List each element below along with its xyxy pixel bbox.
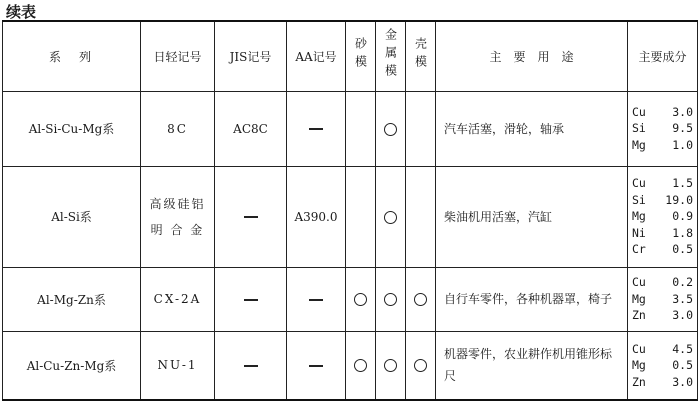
composition-line [632, 175, 693, 192]
circle-mark-icon [354, 293, 367, 306]
cell-metal-mold [376, 166, 406, 267]
cell-composition [628, 91, 698, 166]
header-row [3, 21, 698, 91]
cell-aa-code [287, 267, 346, 331]
element-percent: 3.0 [672, 374, 693, 389]
element-symbol: Si [632, 121, 646, 136]
element-percent: 0.5 [672, 242, 693, 257]
cell-jis-code [215, 331, 287, 400]
header-series: 系 列 [3, 21, 141, 91]
element-percent: 19.0 [665, 192, 693, 207]
dash-mark [309, 365, 323, 367]
header-shell-mold: 壳模 [406, 21, 436, 91]
table-row [3, 331, 698, 400]
composition-line [632, 341, 693, 358]
composition-line [632, 357, 693, 374]
element-percent: 1.0 [672, 137, 693, 152]
cell-shell-mold [406, 331, 436, 400]
circle-mark-icon [414, 359, 427, 372]
element-percent: 0.2 [672, 275, 693, 290]
alloy-table [2, 20, 698, 401]
cell-jis-code: AC8C [215, 91, 287, 166]
cell-series: Al-Cu-Zn-Mg系 [3, 331, 141, 400]
cell-series: Al-Mg-Zn系 [3, 267, 141, 331]
cell-main-use: 机器零件，农业耕作机用锥形标尺 [436, 331, 628, 400]
table-caption: 续表 [6, 3, 37, 21]
header-jp-code: 日轻记号 [141, 21, 215, 91]
cell-metal-mold [376, 267, 406, 331]
element-symbol: Cu [632, 104, 646, 119]
element-symbol: Mg [632, 137, 646, 152]
cell-shell-mold [406, 91, 436, 166]
composition-line [632, 274, 693, 291]
composition-line [632, 104, 693, 121]
element-symbol: Si [632, 192, 646, 207]
cell-jp-code: CX-2A [141, 267, 215, 331]
header-main-use: 主 要 用 途 [436, 21, 628, 91]
element-symbol: Cr [632, 242, 646, 257]
element-symbol: Cu [632, 176, 646, 191]
cell-sand-mold [346, 331, 376, 400]
cell-series: Al-Si-Cu-Mg系 [3, 91, 141, 166]
element-symbol: Zn [632, 308, 646, 323]
composition-line [632, 120, 693, 137]
element-percent: 1.8 [672, 225, 693, 240]
element-percent: 0.9 [672, 209, 693, 224]
cell-composition [628, 267, 698, 331]
element-percent: 9.5 [672, 121, 693, 136]
header-composition: 主要成分 [628, 21, 698, 91]
circle-mark-icon [384, 211, 397, 224]
cell-sand-mold [346, 166, 376, 267]
element-percent: 1.5 [672, 176, 693, 191]
dash-mark [309, 299, 323, 301]
element-symbol: Zn [632, 374, 646, 389]
element-percent: 3.0 [672, 308, 693, 323]
element-percent: 0.5 [672, 358, 693, 372]
element-symbol: Cu [632, 341, 646, 356]
element-symbol: Mg [632, 209, 646, 224]
cell-shell-mold [406, 166, 436, 267]
element-symbol: Mg [632, 358, 646, 372]
composition-line [632, 208, 693, 225]
cell-jp-code: 高级硅铝 明 合 金 [141, 166, 215, 267]
composition-line [632, 225, 693, 242]
element-symbol: Cu [632, 275, 646, 290]
cell-metal-mold [376, 331, 406, 400]
cell-shell-mold [406, 267, 436, 331]
circle-mark-icon [384, 123, 397, 136]
circle-mark-icon [384, 359, 397, 372]
element-percent: 3.5 [672, 291, 693, 306]
cell-main-use: 自行车零件，各种机器罩，椅子 [436, 267, 628, 331]
circle-mark-icon [414, 293, 427, 306]
dash-mark [309, 128, 323, 130]
cell-jp-code: 8C [141, 91, 215, 166]
cell-composition [628, 166, 698, 267]
element-symbol: Ni [632, 225, 646, 240]
cell-sand-mold [346, 267, 376, 331]
dash-mark [244, 216, 258, 218]
header-jis-code: JIS记号 [215, 21, 287, 91]
header-sand-mold: 砂模 [346, 21, 376, 91]
composition-line [632, 192, 693, 209]
cell-jis-code [215, 267, 287, 331]
table-body [3, 91, 698, 400]
cell-jp-code: NU-1 [141, 331, 215, 400]
cell-metal-mold [376, 91, 406, 166]
element-symbol: Mg [632, 291, 646, 306]
cell-aa-code: A390.0 [287, 166, 346, 267]
circle-mark-icon [354, 359, 367, 372]
cell-sand-mold [346, 91, 376, 166]
cell-series: Al-Si系 [3, 166, 141, 267]
dash-mark [244, 299, 258, 301]
composition-line [632, 291, 693, 308]
cell-aa-code [287, 91, 346, 166]
table-row [3, 267, 698, 331]
cell-composition [628, 331, 698, 400]
table-row [3, 91, 698, 166]
table-row [3, 166, 698, 267]
cell-main-use: 汽车活塞，滑轮，轴承 [436, 91, 628, 166]
header-metal-mold: 金属模 [376, 21, 406, 91]
composition-line [632, 137, 693, 154]
element-percent: 3.0 [672, 104, 693, 119]
composition-line [632, 241, 693, 258]
circle-mark-icon [384, 293, 397, 306]
composition-line [632, 307, 693, 324]
header-aa-code: AA记号 [287, 21, 346, 91]
cell-jis-code [215, 166, 287, 267]
dash-mark [244, 365, 258, 367]
composition-line [632, 374, 693, 391]
element-percent: 4.5 [672, 341, 693, 356]
cell-main-use: 柴油机用活塞，汽缸 [436, 166, 628, 267]
cell-aa-code [287, 331, 346, 400]
